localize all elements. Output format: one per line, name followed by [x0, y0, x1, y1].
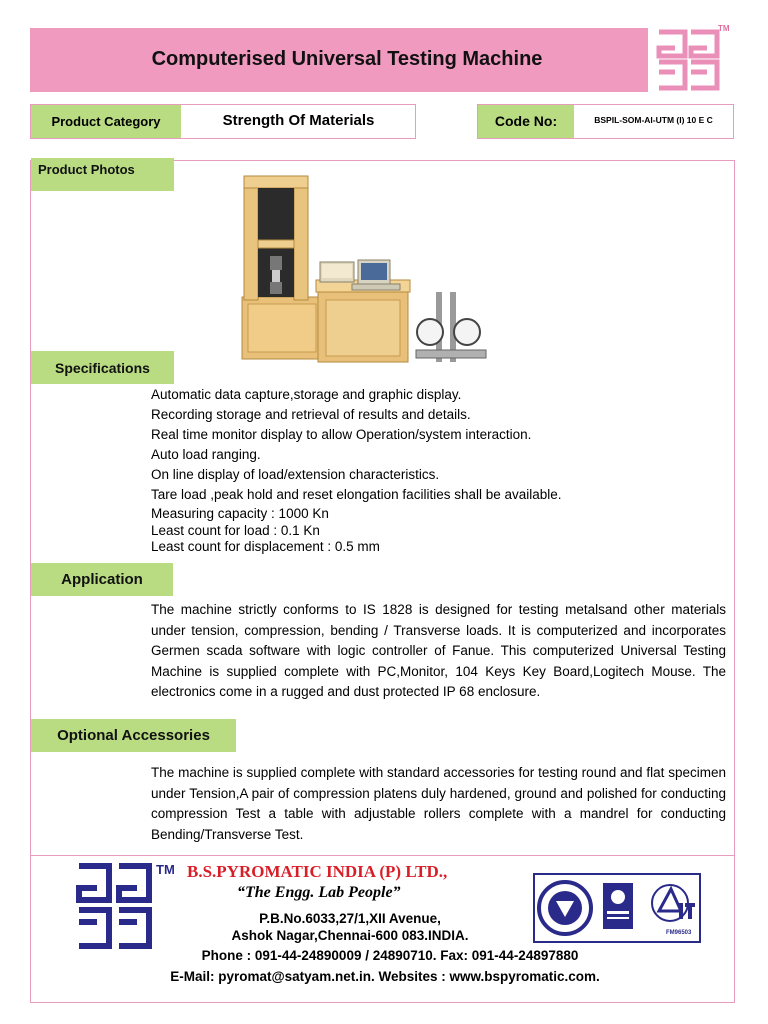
spec-item: Auto load ranging.: [151, 447, 261, 462]
spec-item: Automatic data capture,storage and graphic display.: [151, 387, 462, 402]
specifications-label: Specifications: [31, 351, 174, 384]
spec-item: Recording storage and retrieval of results and details.: [151, 407, 471, 422]
trademark-mark: TM: [718, 24, 730, 33]
email-website: E-Mail: pyromat@satyam.net.in. Websites : www.bspyromatic.com.: [170, 969, 600, 984]
code-value: BSPIL-SOM-AI-UTM (I) 10 E C: [594, 115, 713, 125]
spec-item: Least count for displacement : 0.5 mm: [151, 539, 380, 554]
phone-fax: Phone : 091-44-24890009 / 24890710. Fax: 091-44-24897880: [201, 948, 579, 963]
company-tagline: “The Engg. Lab People”: [237, 884, 401, 901]
company-logo-icon: [75, 862, 153, 950]
company-logo-icon: [655, 28, 721, 92]
universal-testing-machine-image: [230, 172, 500, 370]
application-label: Application: [31, 563, 173, 596]
code-label: Code No:: [478, 105, 574, 138]
product-category-value: Strength Of Materials: [222, 112, 375, 129]
optional-accessories-text: The machine is supplied complete with standard accessories for testing round and flat specimen under Tension,A pair of compression platens duly hardened, ground and polished for conducting compression Test a table with adjustable rollers complete with a mandrel for conducting Bending/Transverse Test.: [151, 765, 726, 842]
certificate-number: FM96503: [666, 930, 692, 936]
application-text: The machine strictly conforms to IS 1828 is designed for testing metalsand other materials under tension, compression, bending / Transverse loads. It is computerized and incorporates Germen scada software with logic controller of Fanue. This computerized Universal Testing Machine is supplied complete with PC,Monitor, 104 Keys Key Board,Logitech Mouse. The electronics come in a rugged and dust protected IP 68 enclosure.: [151, 602, 726, 699]
footer-divider: [30, 855, 735, 856]
spec-item: Least count for load : 0.1 Kn: [151, 522, 320, 538]
address-line-2: Ashok Nagar,Chennai-600 083.INDIA.: [231, 928, 469, 943]
spec-item: Real time monitor display to allow Operation/system interaction.: [151, 427, 532, 442]
product-photos-label: Product Photos: [31, 158, 174, 191]
specifications-list: [151, 386, 562, 556]
page-title: Computerised Universal Testing Machine: [151, 48, 543, 70]
address-line-1: P.B.No.6033,27/1,XII Avenue,: [259, 911, 441, 926]
spec-item: Measuring capacity : 1000 Kn: [151, 506, 329, 521]
product-category-label: Product Category: [31, 105, 181, 138]
trademark-mark: TM: [156, 862, 175, 877]
company-name: B.S.PYROMATIC INDIA (P) LTD.,: [187, 862, 448, 881]
spec-item: Tare load ,peak hold and reset elongation facilities shall be available.: [151, 487, 562, 502]
optional-accessories-label: Optional Accessories: [31, 719, 236, 752]
spec-item: On line display of load/extension characteristics.: [151, 467, 440, 482]
